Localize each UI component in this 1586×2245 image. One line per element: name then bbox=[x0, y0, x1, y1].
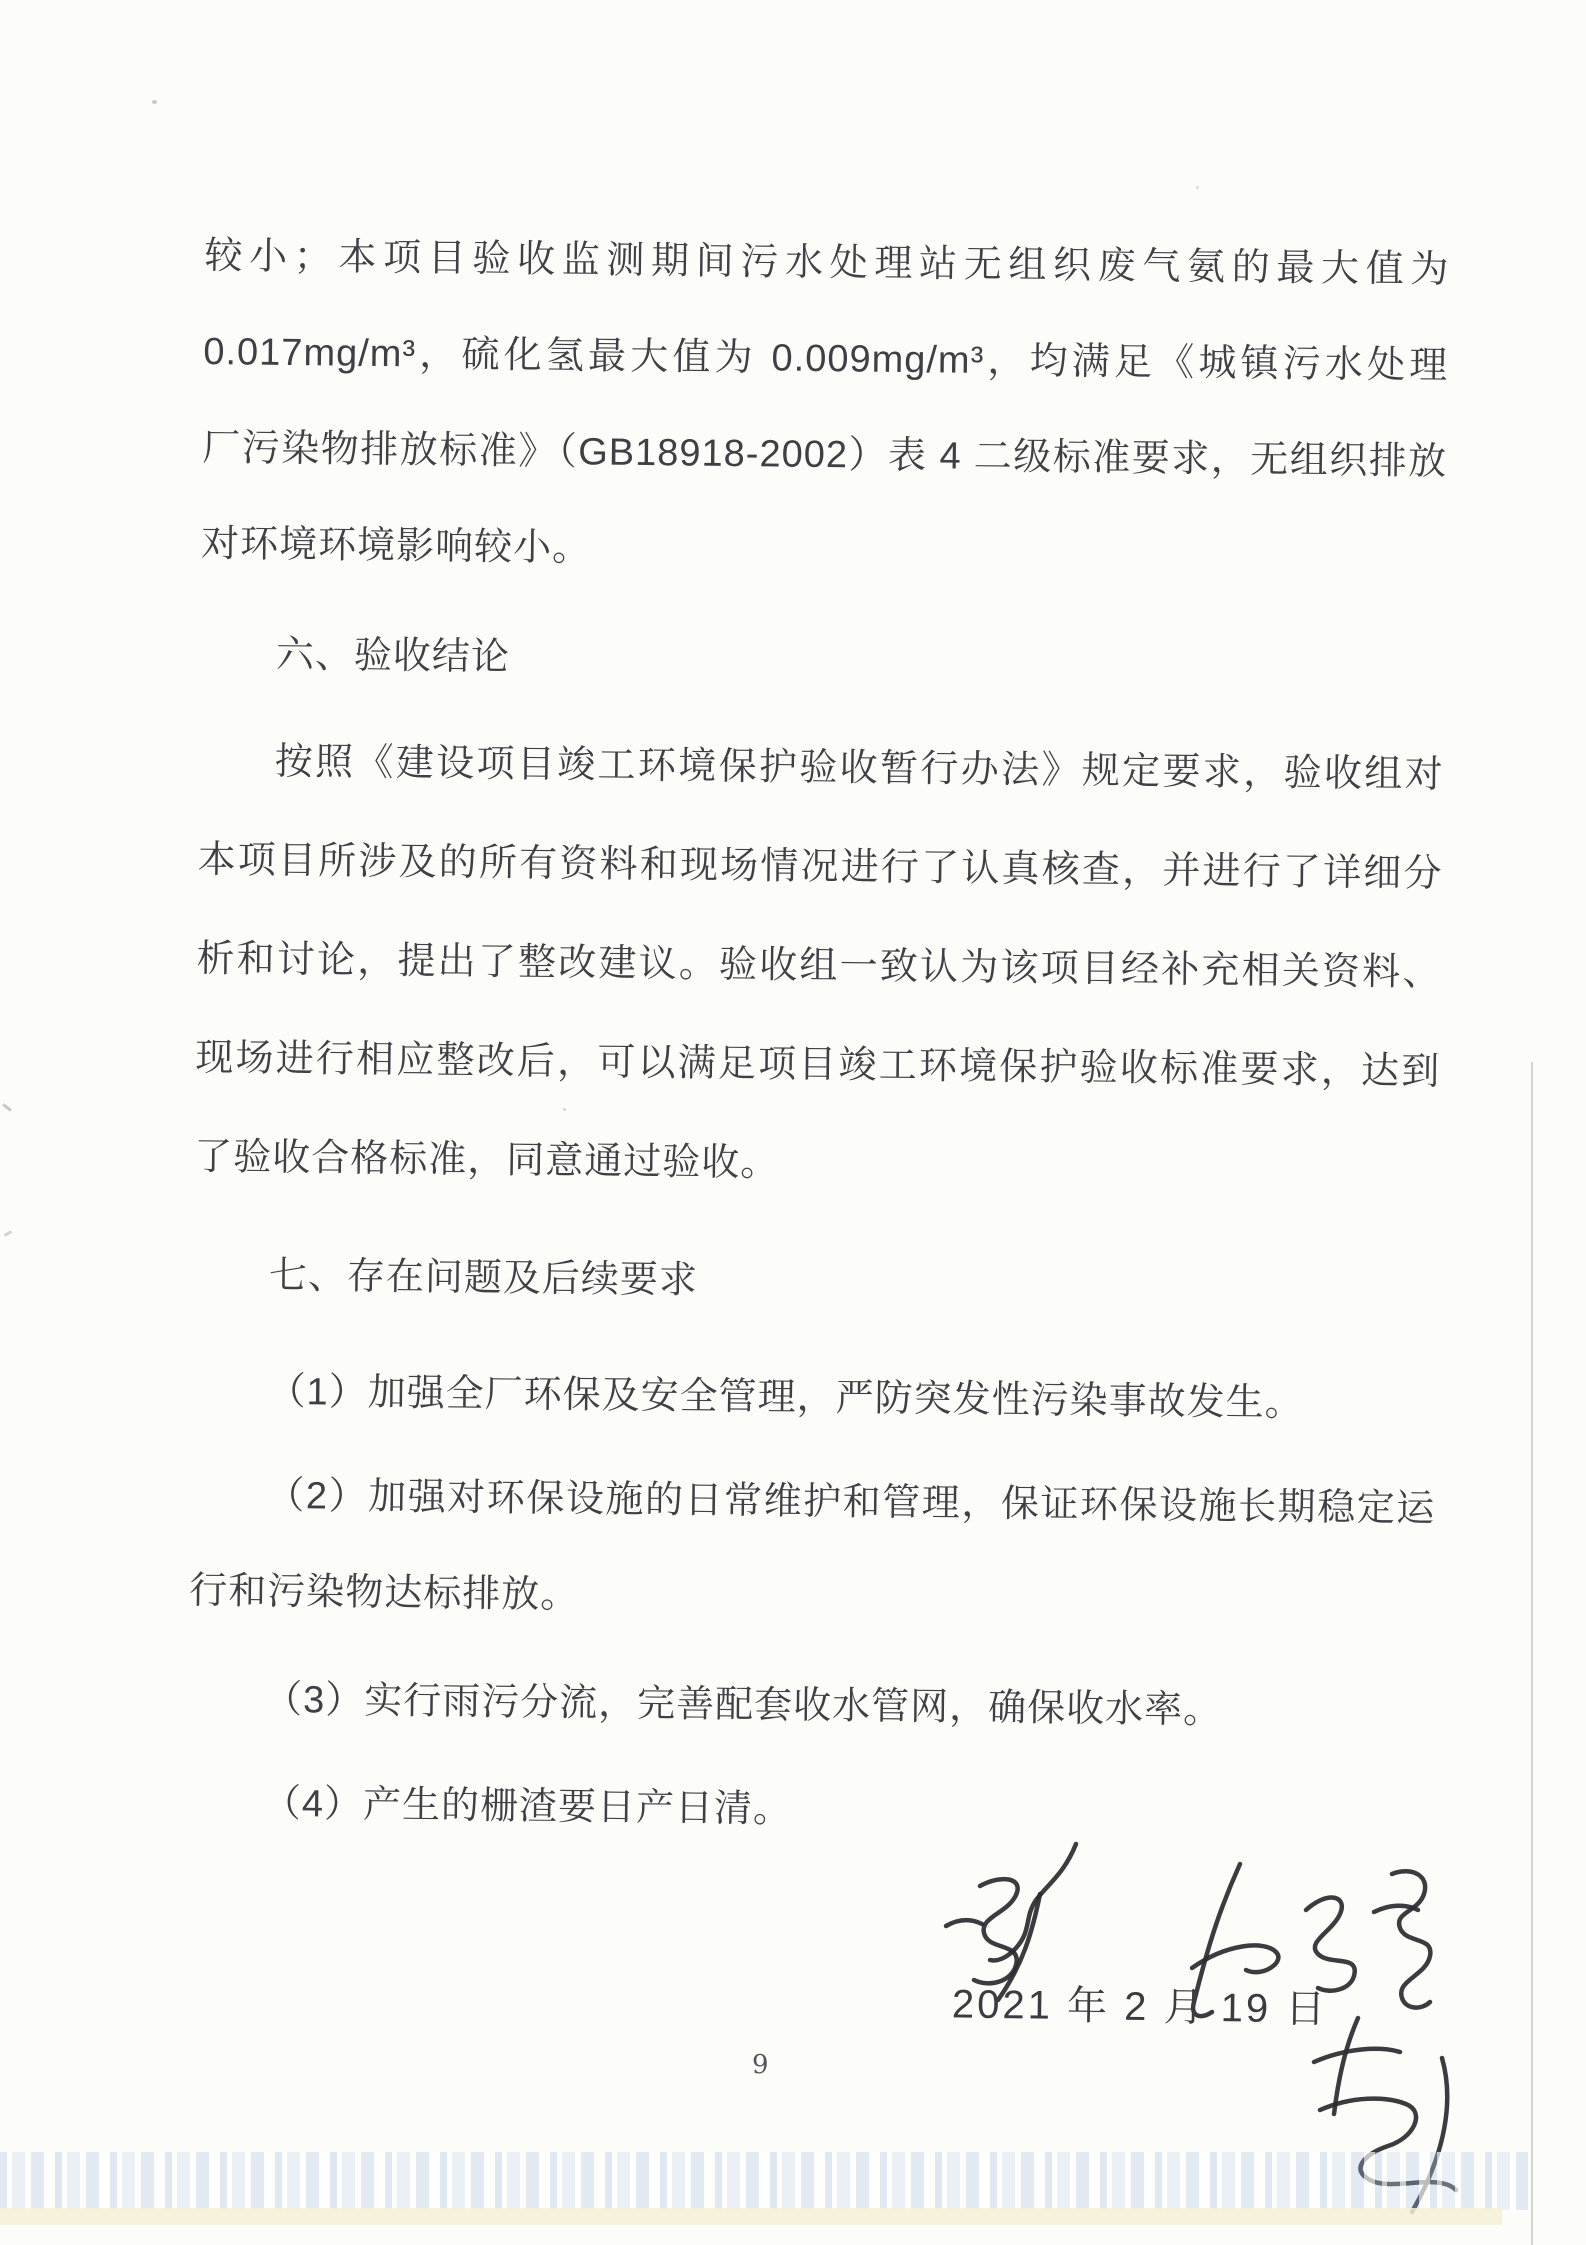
paper-speck bbox=[563, 1108, 566, 1111]
paper-edge-mark bbox=[2, 1103, 12, 1112]
text-line: （3）实行雨污分流，完善配套收水管网，确保收水率。 bbox=[263, 1678, 1223, 1732]
text-line: 对环境环境影响较小。 bbox=[200, 522, 592, 570]
document-body bbox=[186, 208, 1450, 1865]
section-heading-6 bbox=[199, 606, 1445, 716]
requirement-item-3 bbox=[188, 1651, 1434, 1761]
requirement-item-2 bbox=[189, 1447, 1436, 1653]
text-line: 0.017mg/m³，硫化氢最大值为 0.009mg/m³，均满足《城镇污水处理 bbox=[203, 330, 1449, 388]
text-line: 现场进行相应整改后，可以满足项目竣工环境保护验收标准要求，达到 bbox=[195, 1036, 1441, 1094]
text-line: （4）产生的栅渣要日产日清。 bbox=[262, 1782, 793, 1831]
text-line: 行和污染物达标排放。 bbox=[189, 1569, 580, 1617]
paper-speck bbox=[152, 100, 157, 104]
text-line: （1）加强全厂环保及安全管理，严防突发性污染事故发生。 bbox=[267, 1370, 1304, 1425]
paper-speck bbox=[1196, 186, 1199, 189]
text-line: 本项目所涉及的所有资料和现场情况进行了认真核查，并进行了详细分 bbox=[197, 838, 1443, 896]
paragraph-acceptance-conclusion bbox=[194, 712, 1445, 1221]
paragraph-emission-conclusion bbox=[201, 208, 1450, 606]
scanner-yellow-strip bbox=[0, 2208, 1502, 2225]
heading-text: 七、存在问题及后续要求 bbox=[268, 1254, 699, 1302]
section-heading-7 bbox=[192, 1227, 1438, 1337]
scanner-noise-strip bbox=[0, 2152, 1528, 2210]
document-date: 2021 年 2 月 19 日 bbox=[951, 1982, 1329, 2032]
scan-edge-line bbox=[1531, 1062, 1533, 2245]
text-line: 按照《建设项目竣工环境保护验收暂行办法》规定要求，验收组对 bbox=[274, 740, 1444, 797]
text-line: 析和讨论，提出了整改建议。验收组一致认为该项目经补充相关资料、 bbox=[196, 937, 1442, 995]
text-line: 较小；本项目验收监测期间污水处理站无组织废气氨的最大值为 bbox=[204, 234, 1450, 292]
requirement-item-1 bbox=[191, 1343, 1437, 1453]
text-line: （2）加强对环保设施的日常维护和管理，保证环保设施长期稳定运 bbox=[266, 1474, 1436, 1531]
text-line: 了验收合格标准，同意通过验收。 bbox=[193, 1135, 780, 1185]
paper-edge-mark bbox=[4, 1230, 12, 1237]
heading-text: 六、验收结论 bbox=[275, 633, 511, 679]
page-number: 9 bbox=[752, 2050, 769, 2080]
text-line: 厂污染物排放标准》（GB18918-2002）表 4 二级标准要求，无组织排放 bbox=[202, 426, 1448, 484]
